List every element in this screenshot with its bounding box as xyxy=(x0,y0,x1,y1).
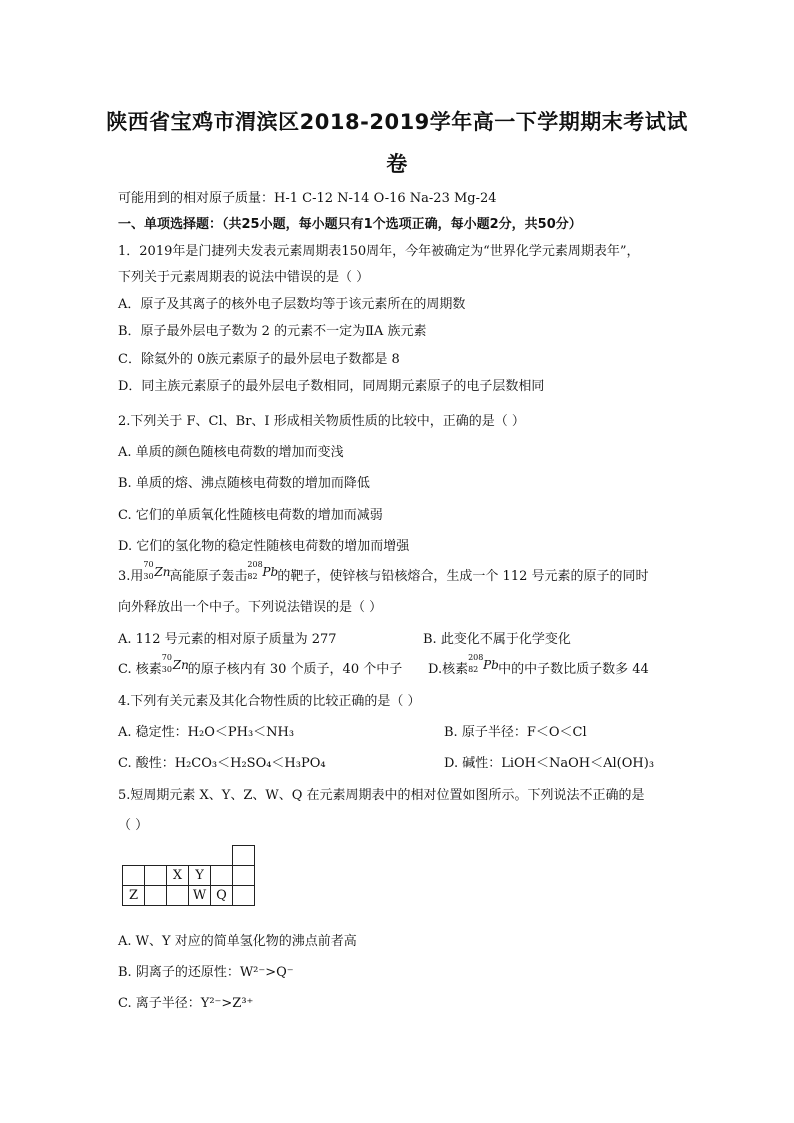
q5-option-a: A. W、Y 对应的简单氢化物的沸点前者高 xyxy=(118,934,357,949)
periodic-table-fragment xyxy=(122,845,255,906)
q2-option-b: B. 单质的熔、沸点随核电荷数的增加而降低 xyxy=(118,476,370,491)
q3-option-c: C. 核素 70 30 Zn 的原子核内有 30 个质子，40 个中子 xyxy=(118,653,403,677)
q3-stem-post: 的靶子，使锌核与铅核熔合，生成一个 112 号元素的原子的同时 xyxy=(277,569,649,584)
page-title: 陕西省宝鸡市渭滨区2018-2019学年高一下学期期末考试试 xyxy=(106,110,688,134)
q2-option-d: D. 它们的氢化物的稳定性随核电荷数的增加而增强 xyxy=(118,539,410,554)
q2-option-c: C. 它们的单质氧化性随核电荷数的增加而减弱 xyxy=(118,508,383,523)
table-cell: X xyxy=(167,866,189,886)
q3-stem-pre: 3.用 xyxy=(118,569,144,584)
q1-option-a: A．原子及其离子的核外电子层数均等于该元素所在的周期数 xyxy=(118,297,466,312)
q2-option-a: A. 单质的颜色随核电荷数的增加而变浅 xyxy=(118,445,344,460)
q1-stem-line1: 1．2019年是门捷列夫发表元素周期表150周年，今年被确定为“世界化学元素周期表年”， xyxy=(118,244,640,259)
table-cell: Y xyxy=(189,866,211,886)
q4-option-b: B. 原子半径：F＜O＜Cl xyxy=(444,725,587,740)
q3-option-a: A. 112 号元素的相对原子质量为 277 xyxy=(118,632,337,647)
q3-option-d: D.核素 208 82 Pb 中的中子数比质子数多 44 xyxy=(428,653,649,677)
table-cell xyxy=(145,886,167,906)
table-cell xyxy=(145,866,167,886)
q4-stem: 4.下列有关元素及其化合物性质的比较正确的是（ ） xyxy=(118,694,421,709)
table-cell xyxy=(211,866,233,886)
pb-isotope: 208 82 Pb xyxy=(468,653,499,674)
q5-option-c: C. 离子半径：Y²⁻>Z³⁺ xyxy=(118,996,254,1011)
q3-stem-line1 xyxy=(118,560,649,584)
q3-option-b: B. 此变化不属于化学变化 xyxy=(423,632,571,647)
zn-isotope: 70 30 Zn xyxy=(143,560,171,581)
table-cell: Z xyxy=(123,886,145,906)
table-cell xyxy=(123,866,145,886)
q1-stem-line2: 下列关于元素周期表的说法中错误的是（ ） xyxy=(118,270,370,285)
q3-stem-line2: 向外释放出一个中子。下列说法错误的是（ ） xyxy=(118,600,383,615)
q4-option-c: C. 酸性：H₂CO₃＜H₂SO₄＜H₃PO₄ xyxy=(118,756,326,771)
pb-isotope: 208 82 Pb xyxy=(247,560,279,581)
q3-stem-mid: 高能原子轰击 xyxy=(169,569,248,584)
zn-isotope: 70 30 Zn xyxy=(161,653,189,674)
q1-option-d: D．同主族元素原子的最外层电子数相同，同周期元素原子的电子层数相同 xyxy=(118,379,545,394)
q5-stem-line2: （ ） xyxy=(118,818,149,833)
q4-option-d: D. 碱性：LiOH＜NaOH＜Al(OH)₃ xyxy=(444,756,655,771)
atomic-masses: 可能用到的相对原子质量：H-1 C-12 N-14 O-16 Na-23 Mg-24 xyxy=(118,191,497,206)
q1-option-b: B．原子最外层电子数为 2 的元素不一定为ⅡA 族元素 xyxy=(118,324,427,339)
table-cell: Q xyxy=(211,886,233,906)
q4-option-a: A. 稳定性：H₂O＜PH₃＜NH₃ xyxy=(118,725,295,740)
page-title-continued: 卷 xyxy=(386,152,408,176)
table-cell xyxy=(233,866,255,886)
table-cell xyxy=(233,846,255,866)
table-cell xyxy=(233,886,255,906)
q1-option-c: C．除氦外的 0族元素原子的最外层电子数都是 8 xyxy=(118,352,400,367)
table-cell xyxy=(167,886,189,906)
q2-stem: 2.下列关于 F、Cl、Br、I 形成相关物质性质的比较中，正确的是（ ） xyxy=(118,414,525,429)
section-heading: 一、单项选择题：（共25小题，每小题只有1个选项正确，每小题2分，共50分） xyxy=(118,217,582,232)
q5-stem-line1: 5.短周期元素 X、Y、Z、W、Q 在元素周期表中的相对位置如图所示。下列说法不正确的是 xyxy=(118,788,645,803)
table-cell: W xyxy=(189,886,211,906)
q5-option-b: B. 阴离子的还原性：W²⁻>Q⁻ xyxy=(118,965,294,980)
